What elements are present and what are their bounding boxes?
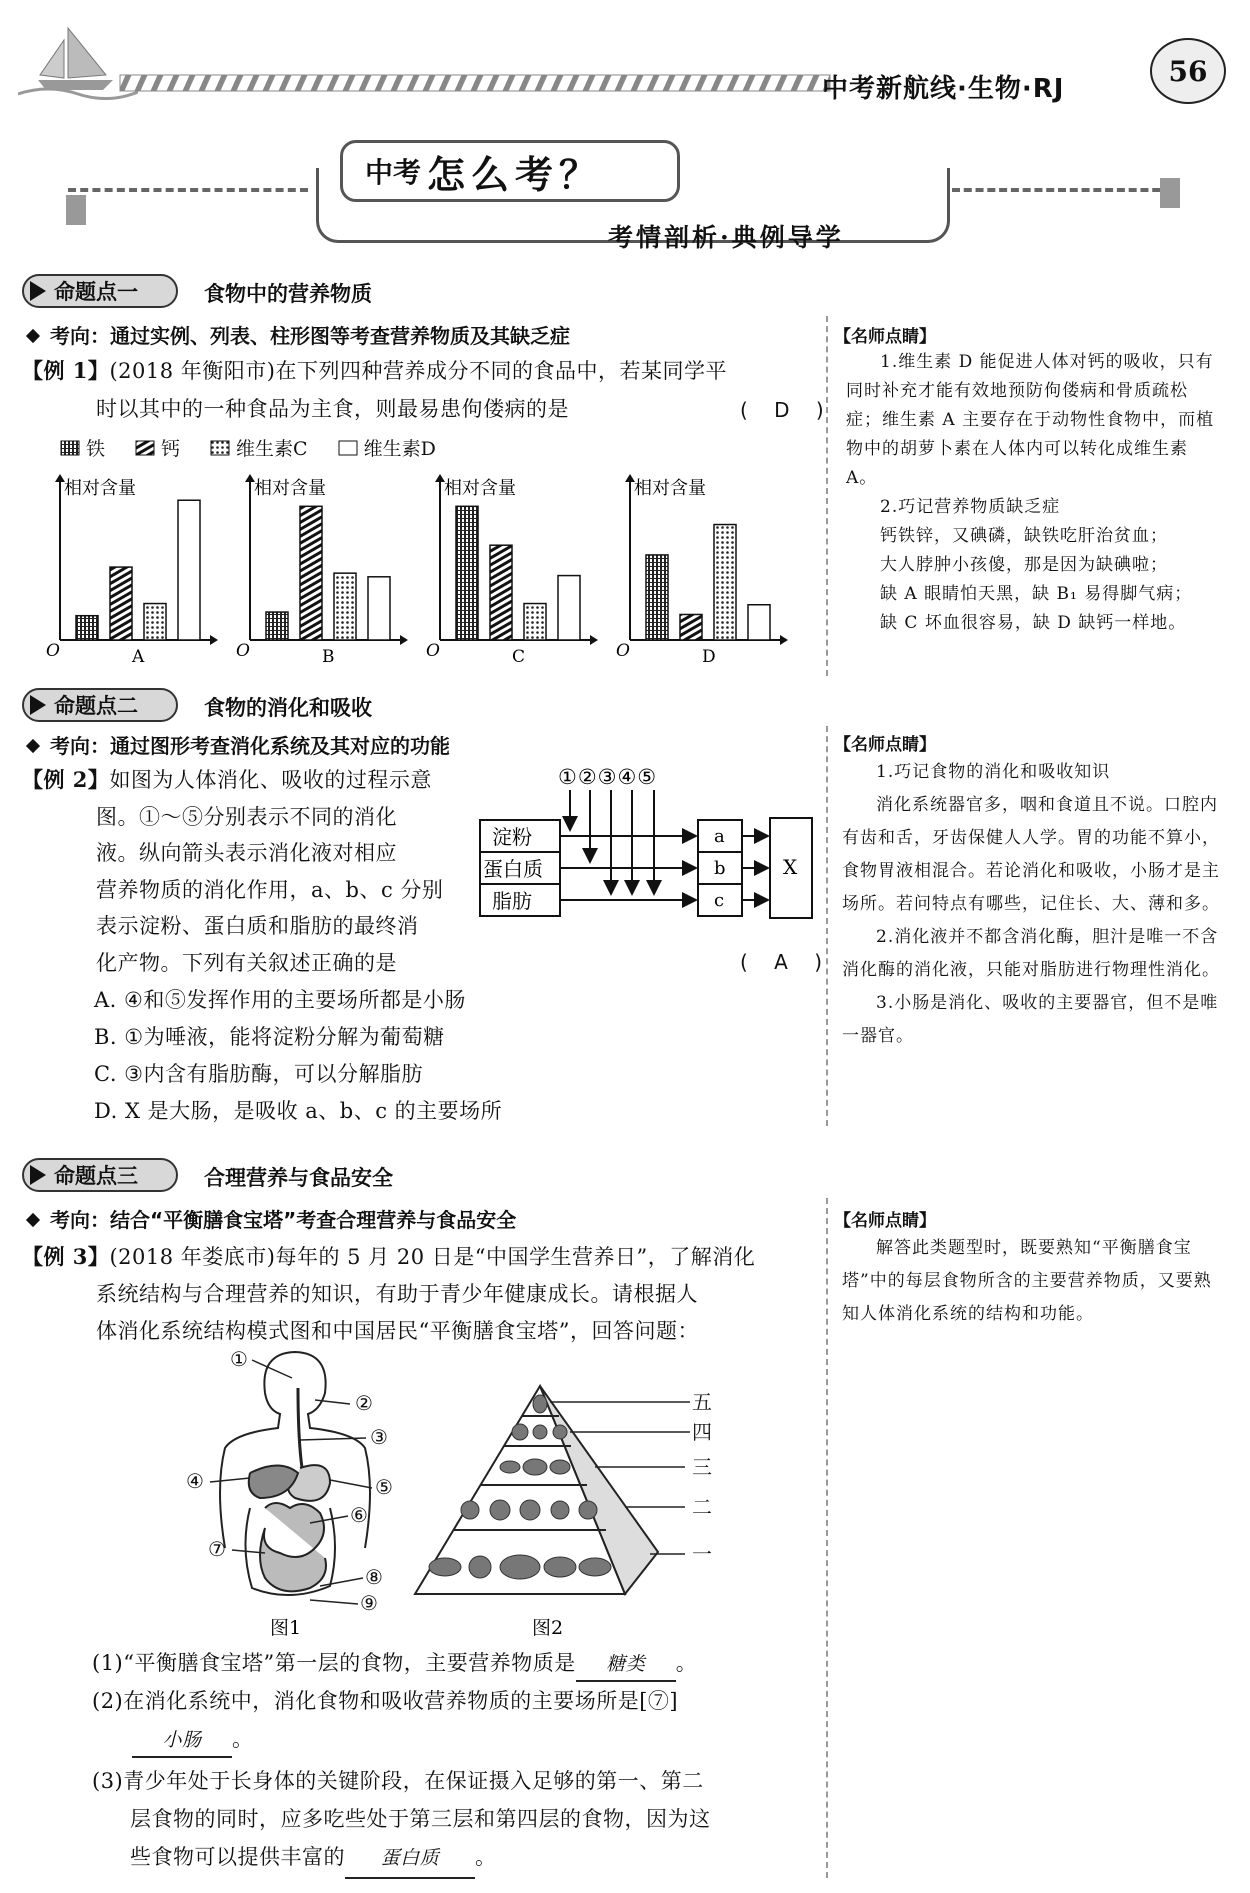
product-a: a [714, 826, 725, 847]
label-9: ⑨ [360, 1591, 378, 1615]
liquid-labels: ①②③④⑤ [558, 765, 658, 789]
series-title: 中考新航线·生物·RJ [822, 74, 1065, 104]
chart-title: A [132, 647, 145, 667]
nutrient-fat: 脂肪 [492, 889, 532, 913]
bar [714, 525, 736, 640]
example2-answer: ( A ) [740, 950, 833, 974]
product-b: b [714, 858, 726, 879]
section2-kaoxiang: 考向：通过图形考查消化系统及其对应的功能 [24, 730, 450, 759]
label-2: ② [355, 1391, 373, 1415]
example2-options [94, 982, 502, 1130]
x-axis-arrow [400, 635, 408, 645]
example1-line2: 时以其中的一种食品为主食，则最易患佝偻病的是 [96, 397, 569, 421]
diamond-icon [26, 329, 40, 343]
example1-answer: ( D ) [740, 398, 834, 422]
example1-line1: 【例 1】(2018 年衡阳市)在下列四种营养成分不同的食品中，若某同学平 [22, 358, 727, 383]
nutrient-bar-charts [40, 470, 810, 670]
section3-badge: 命题点三 [22, 1158, 178, 1192]
play-icon [30, 1165, 46, 1185]
chart-title: D [702, 647, 716, 667]
q3: (3)青少年处于长身体的关键阶段，在保证摄入足够的第一、第二 层食物的同时，应多吃些处于第三层和第四层的食物，因为这 些食物可以提供丰富的 蛋白质 。 [92, 1762, 711, 1879]
tip2-body: 1.巧记食物的消化和吸收知识 消化系统器官多，咽和食道且不说。口腔内有齿和舌，牙齿保健人人学。胃的功能不算小，食物胃液相混合。若论消化和吸收，小肠才是主场所。若问特点有哪些，记住长、大、薄和多。 2.消化液并不都含消化酶，胆汁是唯一不含消化酶的消化液，只能对脂肪进行物理性消化。 3.小肠是消化、吸收的主要器官，但不是唯一器官。 [842, 762, 1220, 1046]
label-3: ③ [370, 1425, 388, 1449]
origin-label: O [426, 641, 440, 661]
section1-badge: 命题点一 [22, 274, 178, 308]
example2-stem: 【例 2】如图为人体消化、吸收的过程示意 图。①～⑤分别表示不同的消化 液。纵向箭头表示消化液对相应 营养物质的消化作用，a、b、c 分别 表示淀粉、蛋白质和脂肪的最终消 化产物。下列有关叙述正确的是 [22, 767, 444, 975]
esophagus [298, 1388, 302, 1468]
legend-item: 维生素D [338, 434, 436, 461]
example3-stem: 【例 3】(2018 年娄底市)每年的 5 月 20 日是“中国学生营养日”，了解消化 系统结构与合理营养的知识，有助于青少年健康成长。请根据人 体消化系统结构模式图和中国居民“平衡膳食宝塔”，回答问题： [22, 1244, 756, 1343]
fig2-label: 图2 [532, 1617, 564, 1639]
section1-title: 食物中的营养物质 [204, 282, 372, 306]
chart-legend [60, 434, 436, 461]
banner-tab-left [66, 195, 86, 225]
label-6: ⑥ [350, 1503, 368, 1527]
banner-subtitle: 考情剖析·典例导学 [608, 223, 844, 252]
tip1-body: 1.维生素 D 能促进人体对钙的吸收，只有同时补充才能有效地预防佝偻病和骨质疏松症；维生素 A 主要存在于动物性食物中，而植物中的胡萝卜素在人体内可以转化成维生素 A。 2.巧记营养物质缺乏症 钙铁锌，又碘磷，缺铁吃肝治贫血； 大人脖肿小孩傻，那是因为缺碘啦； 缺 A 眼睛怕天黑，缺 B₁ 易得脚气病； 缺 C 坏血很容易，缺 D 缺钙一样地。 [846, 352, 1215, 633]
bar [300, 506, 322, 640]
banner-title: 怎么考？ [427, 151, 604, 197]
level-4: 四 [692, 1420, 712, 1444]
nutrient-starch: 淀粉 [492, 825, 532, 849]
chart-title: C [512, 647, 526, 667]
q2-answer-line: 小肠 。 [132, 1724, 254, 1758]
section2-badge: 命题点二 [22, 688, 178, 722]
banner-tab-right [1160, 178, 1180, 208]
play-icon [30, 281, 46, 301]
tip2-head: 【名师点睛】 [834, 735, 936, 755]
tip3-head: 【名师点睛】 [834, 1211, 936, 1231]
banner-title-box [340, 140, 680, 202]
chart-title: B [322, 647, 335, 667]
digestion-diagram [470, 760, 820, 930]
food-pyramid-figure [410, 1382, 730, 1642]
bar [558, 576, 580, 640]
level-1: 一 [692, 1542, 712, 1566]
level-2: 二 [692, 1495, 712, 1519]
nutrient-protein: 蛋白质 [483, 857, 543, 881]
bar [748, 605, 770, 640]
section3-kaoxiang: 考向：结合“平衡膳食宝塔”考查合理营养与食品安全 [24, 1204, 516, 1233]
organ-x: X [783, 855, 798, 879]
label-8: ⑧ [365, 1565, 383, 1589]
sidebar-divider [826, 316, 828, 676]
y-axis-label: 相对含量 [64, 478, 136, 499]
y-axis-label: 相对含量 [444, 478, 516, 499]
legend-item: 维生素C [210, 434, 308, 461]
q2-answer: 小肠 [132, 1725, 232, 1758]
x-axis-arrow [210, 635, 218, 645]
legend-swatch [60, 440, 80, 456]
label-4: ④ [186, 1469, 204, 1493]
tip3-body: 解答此类题型时，既要熟知“平衡膳食宝塔”中的每层食物所含的主要营养物质，又要熟知人体消化系统的结构和功能。 [842, 1238, 1212, 1324]
diamond-icon [26, 739, 40, 753]
legend-item: 钙 [135, 434, 180, 461]
x-axis-arrow [590, 635, 598, 645]
fig1-label: 图1 [270, 1617, 302, 1638]
tip1-head: 【名师点睛】 [834, 327, 936, 347]
banner-dash-left [68, 188, 308, 192]
y-axis-label: 相对含量 [254, 478, 326, 499]
legend-swatch [135, 440, 155, 456]
bar [368, 577, 390, 640]
banner-title-small: 中考 [365, 156, 422, 189]
sidebar-divider [826, 726, 828, 1126]
q1-answer: 糖类 [576, 1649, 676, 1682]
q3-answer: 蛋白质 [345, 1839, 475, 1879]
section3-title: 合理营养与食品安全 [204, 1166, 393, 1190]
origin-label: O [46, 641, 60, 661]
label-1: ① [230, 1348, 248, 1371]
q1: (1)“平衡膳食宝塔”第一层的食物，主要营养物质是 糖类 。 [92, 1648, 697, 1682]
sidebar-divider [826, 1198, 828, 1878]
option-b: B. ①为唾液，能将淀粉分解为葡萄糖 [94, 1025, 445, 1049]
bar [646, 555, 668, 640]
option-c: C. ③内含有脂肪酶，可以分解脂肪 [94, 1062, 423, 1086]
origin-label: O [236, 641, 250, 661]
digestive-system-figure [180, 1348, 420, 1638]
bar [76, 616, 98, 640]
bar [334, 573, 356, 640]
label-7: ⑦ [208, 1537, 226, 1561]
bar [110, 567, 132, 640]
diamond-icon [26, 1213, 40, 1227]
product-c: c [714, 890, 725, 911]
bar [680, 614, 702, 640]
banner-dash-right [952, 188, 1172, 192]
bar [178, 500, 200, 640]
x-axis-arrow [780, 635, 788, 645]
section2-title: 食物的消化和吸收 [204, 696, 372, 720]
q2: (2)在消化系统中，消化食物和吸收营养物质的主要场所是[⑦] [92, 1689, 679, 1713]
bar [456, 506, 478, 640]
option-a: A. ④和⑤发挥作用的主要场所都是小肠 [94, 988, 466, 1012]
legend-swatch [338, 440, 358, 456]
bar [144, 604, 166, 640]
legend-item: 铁 [60, 434, 105, 461]
page-number: 56 [1150, 38, 1226, 104]
legend-swatch [210, 440, 230, 456]
bar [524, 604, 546, 640]
option-d: D. X 是大肠，是吸收 a、b、c 的主要场所 [94, 1099, 503, 1123]
bar [266, 612, 288, 640]
section1-kaoxiang: 考向：通过实例、列表、柱形图等考查营养物质及其缺乏症 [24, 320, 570, 349]
label-5: ⑤ [375, 1475, 393, 1499]
intestine [260, 1503, 326, 1591]
origin-label: O [616, 641, 630, 661]
play-icon [30, 695, 46, 715]
y-axis-label: 相对含量 [634, 478, 706, 499]
bar [490, 545, 512, 640]
level-5: 五 [692, 1390, 712, 1414]
level-3: 三 [692, 1455, 712, 1479]
